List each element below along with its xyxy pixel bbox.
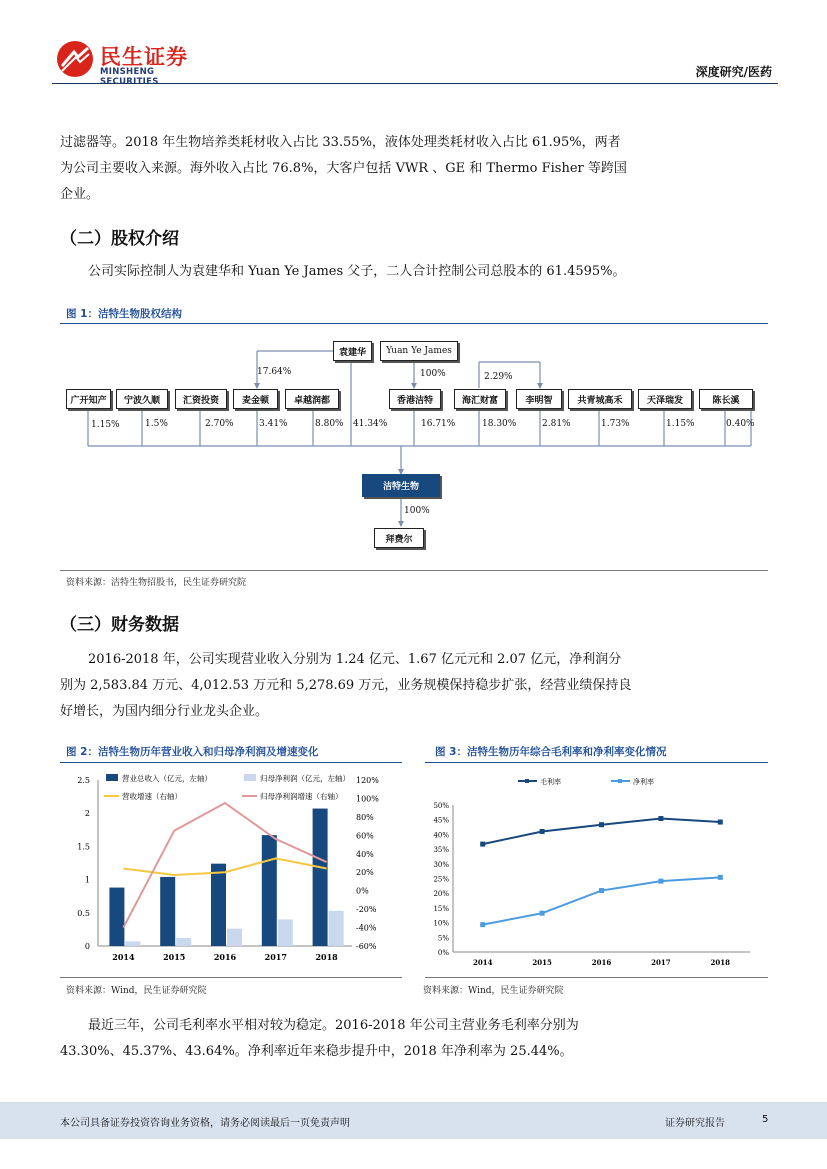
- para1-line: 过滤器等。2018 年生物培养类耗材收入占比 33.55%，液体处理类耗材收入占比 61.95%，两者: [60, 135, 621, 150]
- shareholder-box: 卓越润都: [285, 389, 339, 409]
- fig2-source: 资料来源：Wind，民生证券研究院: [66, 986, 207, 996]
- x-tick-label: 2017: [651, 958, 671, 967]
- company-box: 洁特生物: [362, 474, 440, 497]
- share-pct: 2.81%: [542, 419, 571, 429]
- bar: [160, 877, 175, 946]
- legend-label: 营业总收入（亿元，左轴）: [122, 774, 212, 783]
- paragraph-4: [60, 1013, 640, 1065]
- y-tick-label: 25%: [433, 875, 449, 884]
- shareholder-box: 海汇财富: [454, 389, 506, 409]
- fig1-bottom-rule: [60, 570, 768, 571]
- x-tick-label: 2014: [472, 958, 493, 967]
- legend-swatch: [244, 774, 256, 781]
- paragraph-3: [60, 647, 635, 725]
- ownership-chart: [0, 0, 827, 560]
- shareholder-box: 李明智: [516, 389, 562, 409]
- bar: [329, 911, 344, 946]
- bar: [278, 919, 293, 946]
- right-tick-label: -60%: [356, 942, 377, 951]
- fig1-source: 资料来源：洁特生物招股书，民生证券研究院: [66, 578, 247, 588]
- legend-marker: [525, 779, 529, 783]
- legend-marker: [618, 779, 622, 783]
- data-point: [540, 829, 545, 834]
- share-pct: 8.80%: [315, 419, 344, 429]
- share-pct: 3.41%: [259, 419, 288, 429]
- bar: [262, 835, 277, 946]
- data-point: [599, 888, 604, 893]
- holder-yuan-ye-james: Yuan Ye James: [380, 341, 458, 361]
- legend-label: 毛利率: [540, 778, 561, 786]
- fig2-bottom-rule: [60, 977, 402, 978]
- legend-label: 营收增速（右轴）: [122, 792, 182, 801]
- bar: [125, 941, 140, 946]
- share-pct: 1.15%: [666, 419, 695, 429]
- para3-line: 别为 2,583.84 万元、4,012.53 万元和 5,278.69 万元，业务规模保持稳步扩张，经营业绩保持良: [60, 678, 632, 693]
- share-pct: 16.71%: [421, 419, 456, 429]
- fig3-title: 图 3：洁特生物历年综合毛利率和净利率变化情况: [435, 746, 667, 758]
- section-title-equity: （二）股权介绍: [60, 229, 179, 249]
- y-tick-label: 45%: [433, 816, 449, 825]
- logo-en: MINSHENG SECURITIES: [100, 67, 159, 87]
- right-tick-label: -40%: [356, 923, 377, 933]
- left-tick-label: 2.5: [77, 776, 90, 785]
- para1-line: 为公司主要收入来源。海外收入占比 76.8%，大客户包括 VWR 、GE 和 Thermo Fisher 等跨国: [60, 161, 627, 176]
- left-tick-label: 0: [84, 942, 90, 951]
- left-tick-label: 0.5: [77, 908, 90, 918]
- shareholder-box: 汇资投资: [175, 389, 227, 409]
- shareholder-box: 天泽瑞发: [638, 389, 692, 409]
- logo-cn: 民生证券: [100, 45, 188, 69]
- right-tick-label: 100%: [356, 794, 379, 804]
- right-tick-label: 120%: [356, 776, 379, 785]
- share-pct: 1.73%: [601, 419, 630, 429]
- shareholder-box: 宁波久顺: [116, 389, 168, 409]
- y-tick-label: 35%: [433, 846, 449, 855]
- share-pct: 1.5%: [145, 419, 168, 429]
- data-point: [658, 816, 663, 821]
- shareholder-box: 麦金顿: [233, 389, 278, 409]
- y-tick-label: 5%: [437, 934, 449, 943]
- fig2-rule: [60, 762, 402, 763]
- x-tick-label: 2014: [112, 952, 135, 962]
- right-tick-label: 20%: [356, 868, 374, 878]
- right-tick-label: 60%: [356, 831, 374, 841]
- footer-report-type: 证券研究报告: [665, 1118, 725, 1129]
- bar: [109, 888, 124, 946]
- legend-swatch: [106, 774, 118, 781]
- right-tick-label: 80%: [356, 812, 374, 822]
- fig3-bottom-rule: [425, 977, 768, 978]
- shareholder-box: 香港洁特: [389, 389, 441, 409]
- y-tick-label: 30%: [433, 860, 449, 869]
- right-tick-label: 0%: [356, 886, 369, 896]
- section-title-financial: （三）财务数据: [60, 615, 179, 635]
- para2-text: 公司实际控制人为袁建华和 Yuan Ye James 父子，二人合计控制公司总股本的 61.4595%。: [88, 264, 626, 279]
- pct-100-a: 100%: [420, 369, 446, 379]
- pct-17-64: 17.64%: [257, 367, 292, 377]
- data-point: [480, 842, 485, 847]
- para4-line: 43.30%、45.37%、43.64%。净利率近年来稳步提升中，2018 年净利率为 25.44%。: [60, 1044, 573, 1059]
- data-point: [540, 911, 545, 916]
- legend-label: 净利率: [633, 778, 654, 786]
- y-tick-label: 50%: [433, 802, 449, 810]
- para3-line: 2016-2018 年，公司实现营业收入分别为 1.24 亿元、1.67 亿元元和 2.07 亿元，净利润分: [88, 652, 622, 667]
- bar: [176, 938, 191, 946]
- legend-label: 归母净利润（亿元，左轴）: [260, 774, 350, 783]
- x-tick-label: 2016: [591, 958, 612, 967]
- margin-chart: [425, 766, 768, 972]
- right-tick-label: 40%: [356, 849, 374, 859]
- footer-page-number: 5: [762, 1114, 769, 1125]
- data-point: [480, 922, 485, 927]
- x-tick-label: 2017: [264, 952, 287, 962]
- footer-disclaimer: 本公司具备证券投资咨询业务资格，请务必阅读最后一页免责声明: [60, 1118, 350, 1129]
- left-tick-label: 1.5: [77, 842, 90, 852]
- series-line: [483, 877, 721, 924]
- y-tick-label: 40%: [433, 831, 449, 840]
- share-pct: 0.40%: [726, 419, 755, 429]
- pct-2-29: 2.29%: [484, 372, 513, 382]
- left-tick-label: 1: [84, 875, 90, 885]
- share-pct: 2.70%: [205, 419, 234, 429]
- shareholder-box: 共青城高禾: [568, 389, 632, 409]
- y-tick-label: 0%: [437, 949, 449, 957]
- share-pct: 1.15%: [91, 420, 120, 430]
- para4-line: 最近三年，公司毛利率水平相对较为稳定。2016-2018 年公司主营业务毛利率分别为: [88, 1018, 579, 1033]
- fig3-source: 资料来源：Wind，民生证券研究院: [423, 986, 564, 996]
- para1-line: 企业。: [60, 187, 100, 202]
- revenue-profit-chart: [60, 766, 402, 972]
- y-tick-label: 20%: [433, 890, 449, 899]
- report-category: 深度研究/医药: [695, 65, 772, 79]
- data-point: [599, 822, 604, 827]
- x-tick-label: 2015: [532, 958, 552, 967]
- bar: [211, 864, 226, 946]
- data-point: [718, 820, 723, 825]
- x-tick-label: 2018: [315, 952, 338, 962]
- holder-yuan-jianhua: 袁建华: [333, 341, 372, 361]
- fig2-title: 图 2：洁特生物历年营业收入和归母净利润及增速变化: [66, 746, 319, 758]
- y-tick-label: 10%: [433, 919, 449, 928]
- x-tick-label: 2016: [213, 952, 237, 962]
- legend-label: 归母净利润增速（右轴）: [260, 792, 343, 801]
- data-point: [658, 879, 663, 884]
- data-point: [718, 875, 723, 880]
- subsidiary-box: 拜费尔: [374, 528, 424, 548]
- shareholder-box: 陈长溪: [699, 389, 753, 409]
- x-tick-label: 2015: [163, 952, 186, 962]
- fig3-rule: [425, 762, 768, 763]
- share-pct: 18.30%: [482, 419, 517, 429]
- bar: [227, 929, 242, 946]
- pct-100-b: 100%: [404, 506, 430, 516]
- fig1-title: 图 1：洁特生物股权结构: [66, 308, 182, 320]
- left-tick-label: 2: [84, 809, 90, 819]
- share-pct: 41.34%: [353, 419, 388, 429]
- x-tick-label: 2018: [710, 958, 731, 967]
- para3-line: 好增长，为国内细分行业龙头企业。: [60, 704, 269, 719]
- y-tick-label: 15%: [433, 904, 449, 913]
- bar: [313, 809, 328, 946]
- right-tick-label: -20%: [356, 905, 377, 915]
- shareholder-box: 广开知产: [66, 389, 111, 409]
